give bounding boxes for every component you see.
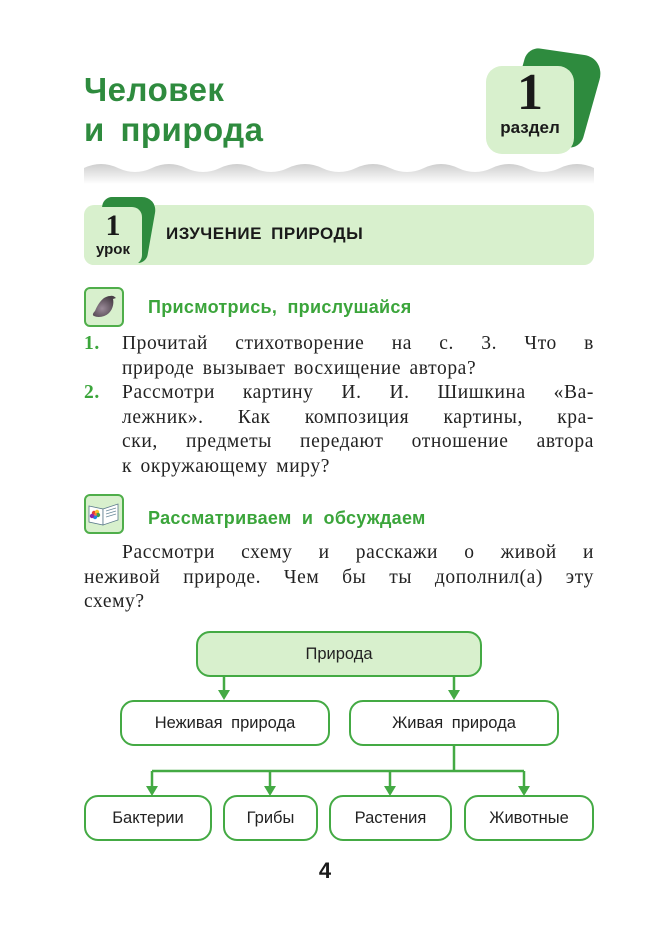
chapter-label: раздел	[500, 118, 560, 137]
task-line: лежник». Как композиция картины, кра-	[122, 406, 594, 428]
diagram-node-root: Природа	[196, 631, 482, 677]
lesson-title: ИЗУЧЕНИЕ ПРИРОДЫ	[166, 224, 364, 243]
bird-icon	[84, 287, 124, 327]
lesson-number: 1	[105, 209, 121, 242]
chapter-badge	[484, 50, 596, 162]
diagram-node-fungi: Грибы	[223, 795, 318, 841]
section-title-discuss: Рассматриваем и обсуждаем	[148, 508, 426, 528]
task-line: Прочитай стихотворение на с. 3. Что в	[122, 333, 594, 354]
wavy-divider	[84, 158, 594, 188]
task-line: природе вызывает восхищение автора?	[122, 357, 477, 379]
diagram-node-bacteria: Бактерии	[84, 795, 212, 841]
diagram-node-animals: Животные	[464, 795, 594, 841]
badge-front-tab	[486, 66, 574, 154]
task-number: 2.	[84, 382, 100, 403]
task-line: к окружающему миру?	[122, 455, 330, 477]
task-line: ски, предметы передают отношение автора	[122, 431, 594, 452]
paragraph-line: схему?	[84, 591, 145, 612]
lesson-badge	[84, 207, 142, 265]
paragraph-line: неживой природе. Чем бы ты дополнил(а) эту	[84, 566, 594, 588]
task-item-2	[84, 381, 594, 479]
task-item-1	[84, 332, 594, 381]
section-title-look-listen: Присмотрись, прислушайся	[148, 297, 412, 317]
task-line: Рассмотри картину И. И. Шишкина «Ва-	[122, 382, 594, 403]
chapter-title	[84, 70, 264, 150]
diagram-node-plants: Растения	[329, 795, 452, 841]
open-book-icon	[84, 494, 124, 534]
diagram-node-nonliving: Неживая природа	[120, 700, 330, 746]
lesson-label: урок	[96, 241, 130, 258]
page-number: 4	[318, 858, 332, 883]
diagram-node-living: Живая природа	[349, 700, 559, 746]
chapter-title-line2: и природа	[84, 111, 264, 148]
chapter-title-line1: Человек	[84, 71, 225, 108]
paragraph-line: Рассмотри схему и расскажи о живой и	[122, 542, 594, 563]
nature-diagram	[84, 628, 596, 848]
task-number: 1.	[84, 333, 100, 354]
chapter-number: 1	[517, 64, 543, 121]
discussion-paragraph	[84, 541, 594, 615]
